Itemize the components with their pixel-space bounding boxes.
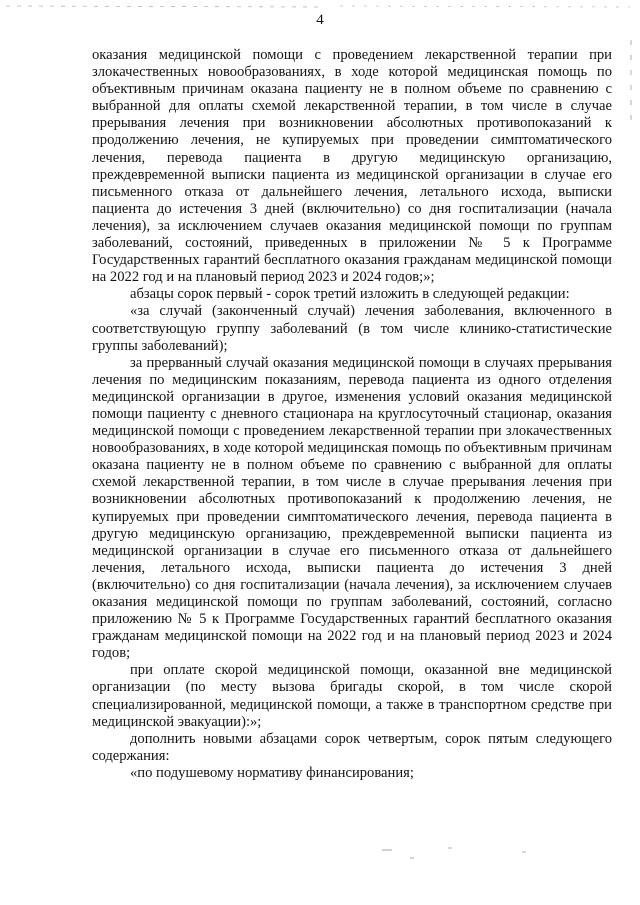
paragraph-amendment-instruction: абзацы сорок первый - сорок третий изложить в следующей редакции: — [130, 286, 570, 303]
document-body — [92, 47, 612, 782]
paragraph-continuation: оказания медицинской помощи с проведением лекарственной терапии при злокачественных новообразованиях, в ходе которой медицинская помощь по объективным причинам оказана пациенту не в полном объеме по сравнению с выбранной для оплаты схемой лекарственной терапии, в том числе в случае прерывания лечения при возникновении абсолютных противопоказаний к продолжению лечения, не купируемых при проведении симптоматического лечения, перевода пациента в другую медицинскую организацию, преждевременной выписки пациента из медицинской организации в случае его письменного отказа от дальнейшего лечения, летального исхода, выписки пациента до истечения 3 дней (включительно) со дня госпитализации (начала лечения), за исключением случаев оказания медицинской помощи по группам заболеваний, состояний, приведенных в приложении № 5 к Программе Государственных гарантий бесплатного оказания гражданам медицинской помощи на 2022 год и на плановый период 2023 и 2024 годов;»; — [92, 47, 612, 286]
paragraph-per-capita: «по подушевому нормативу финансирования; — [130, 764, 414, 781]
paragraph-completed-case: «за случай (законченный случай) лечения заболевания, включенного в соответствующую группу заболеваний (в том числе клинико-статистические группы заболеваний); — [92, 303, 612, 354]
page-number: 4 — [316, 12, 324, 28]
scan-top-edge — [6, 6, 320, 7]
paragraph-supplement-instruction: дополнить новыми абзацами сорок четвертым, сорок пятым следующего содержания: — [92, 730, 612, 764]
paragraph-interrupted-case: за прерванный случай оказания медицинской помощи в случаях прерывания лечения по медицинским показаниям, перевода пациента из одного отделения медицинской организации в другое, изменения условий оказания медицинской помощи пациенту с дневного стационара на круглосуточный стационар, оказания медицинской помощи с проведением лекарственной терапии при злокачественных новообразованиях, в ходе которой медицинская помощь по объективным причинам оказана пациенту не в полном объеме по сравнению с выбранной для оплаты схемой лекарственной терапии, в том числе в случае прерывания лечения при возникновении абсолютных противопоказаний к продолжению лечения, не купируемых при проведении симптоматического лечения, перевода пациента в другую медицинскую организацию, преждевременной выписки пациента из медицинской организации в случае его письменного отказа от дальнейшего лечения, летального исхода, выписки пациента до истечения 3 дней (включительно) со дня госпитализации (начала лечения), за исключением случаев оказания медицинской помощи по группам заболеваний, состояний, согласно приложению № 5 к Программе Государственных гарантий бесплатного оказания гражданам медицинской помощи на 2022 год и на плановый период 2023 и 2024 годов; — [92, 354, 612, 662]
paragraph-emergency-care: при оплате скорой медицинской помощи, оказанной вне медицинской организации (по месту вызова бригады скорой, в том числе скорой специализированной, медицинской помощи, а также в транспортном средстве при медицинской эвакуации):»; — [92, 662, 612, 730]
scan-top-edge-right — [340, 6, 630, 7]
